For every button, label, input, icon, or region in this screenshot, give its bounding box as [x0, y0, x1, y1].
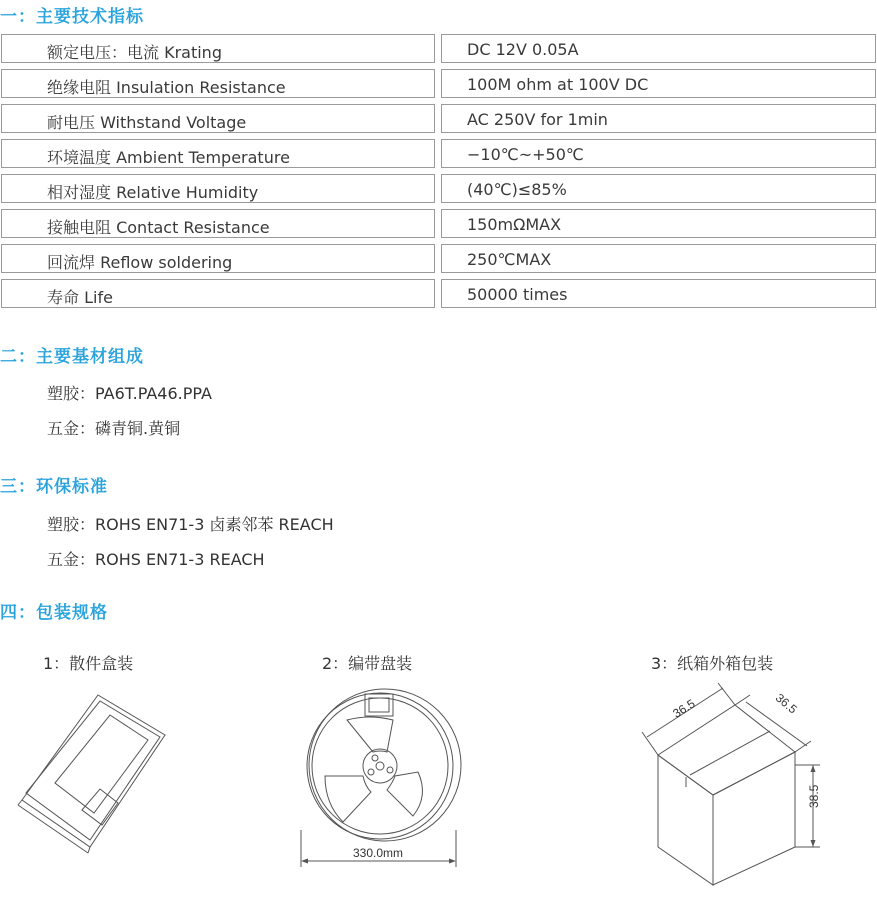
spec-value: DC 12V 0.05A — [467, 40, 579, 59]
spec-label: 绝缘电阻 Insulation Resistance — [47, 78, 286, 97]
carton-width-label: 36.5 — [772, 690, 800, 717]
spec-label: 额定电压：电流 Krating — [47, 43, 222, 62]
spec-value-cell — [441, 174, 876, 203]
bulk-box-illustration — [10, 685, 185, 860]
packaging-bulk-label: 1：散件盒装 — [43, 654, 134, 673]
carton-illustration — [630, 675, 830, 890]
spec-label-cell — [1, 244, 435, 273]
spec-value-cell — [441, 244, 876, 273]
table-row — [0, 69, 877, 99]
spec-value: AC 250V for 1min — [467, 110, 608, 129]
spec-value: (40℃)≤85% — [467, 180, 567, 199]
section-title-packaging: 四：包装规格 — [0, 603, 108, 623]
reel-illustration — [295, 680, 470, 870]
material-plastic: 塑胶：PA6T.PA46.PPA — [47, 384, 212, 403]
spec-label: 寿命 Life — [47, 288, 113, 307]
packaging-reel-label: 2：编带盘装 — [322, 654, 413, 673]
spec-value: −10℃~+50℃ — [467, 145, 584, 164]
material-metal: 五金：磷青铜.黄铜 — [47, 419, 181, 438]
spec-value: 50000 times — [467, 285, 568, 304]
spec-value-cell — [441, 139, 876, 168]
spec-label-cell — [1, 34, 435, 63]
spec-value-cell — [441, 104, 876, 133]
spec-label-cell — [1, 279, 435, 308]
spec-label-cell — [1, 174, 435, 203]
carton-length-label: 36.5 — [670, 696, 698, 721]
carton-height-label: 38.5 — [807, 784, 821, 808]
table-row — [0, 244, 877, 274]
table-row — [0, 34, 877, 64]
spec-value: 250℃MAX — [467, 250, 552, 269]
spec-label-cell — [1, 69, 435, 98]
spec-label-cell — [1, 104, 435, 133]
spec-label-cell — [1, 209, 435, 238]
environmental-plastic: 塑胶：ROHS EN71-3 卤素邻苯 REACH — [47, 515, 334, 534]
spec-value-cell — [441, 34, 876, 63]
spec-value-cell — [441, 69, 876, 98]
table-row — [0, 209, 877, 239]
spec-value: 150mΩMAX — [467, 215, 562, 234]
packaging-carton-label: 3：纸箱外箱包装 — [651, 654, 774, 673]
spec-value-cell — [441, 209, 876, 238]
spec-label-cell — [1, 139, 435, 168]
spec-value: 100M ohm at 100V DC — [467, 75, 649, 94]
reel-diameter-label: 330.0mm — [353, 846, 404, 860]
environmental-metal: 五金：ROHS EN71-3 REACH — [47, 550, 265, 569]
spec-value-cell — [441, 279, 876, 308]
table-row — [0, 139, 877, 169]
spec-label: 耐电压 Withstand Voltage — [47, 113, 247, 132]
spec-label: 环境温度 Ambient Temperature — [47, 148, 290, 167]
spec-label: 回流焊 Reflow soldering — [47, 253, 233, 272]
spec-label: 接触电阻 Contact Resistance — [47, 218, 270, 237]
spec-label: 相对湿度 Relative Humidity — [47, 183, 259, 202]
table-row — [0, 279, 877, 309]
table-row — [0, 104, 877, 134]
section-title-environmental: 三：环保标准 — [0, 477, 108, 497]
table-row — [0, 174, 877, 204]
section-title-materials: 二：主要基材组成 — [0, 347, 144, 367]
section-title-specs: 一：主要技术指标 — [0, 7, 144, 27]
